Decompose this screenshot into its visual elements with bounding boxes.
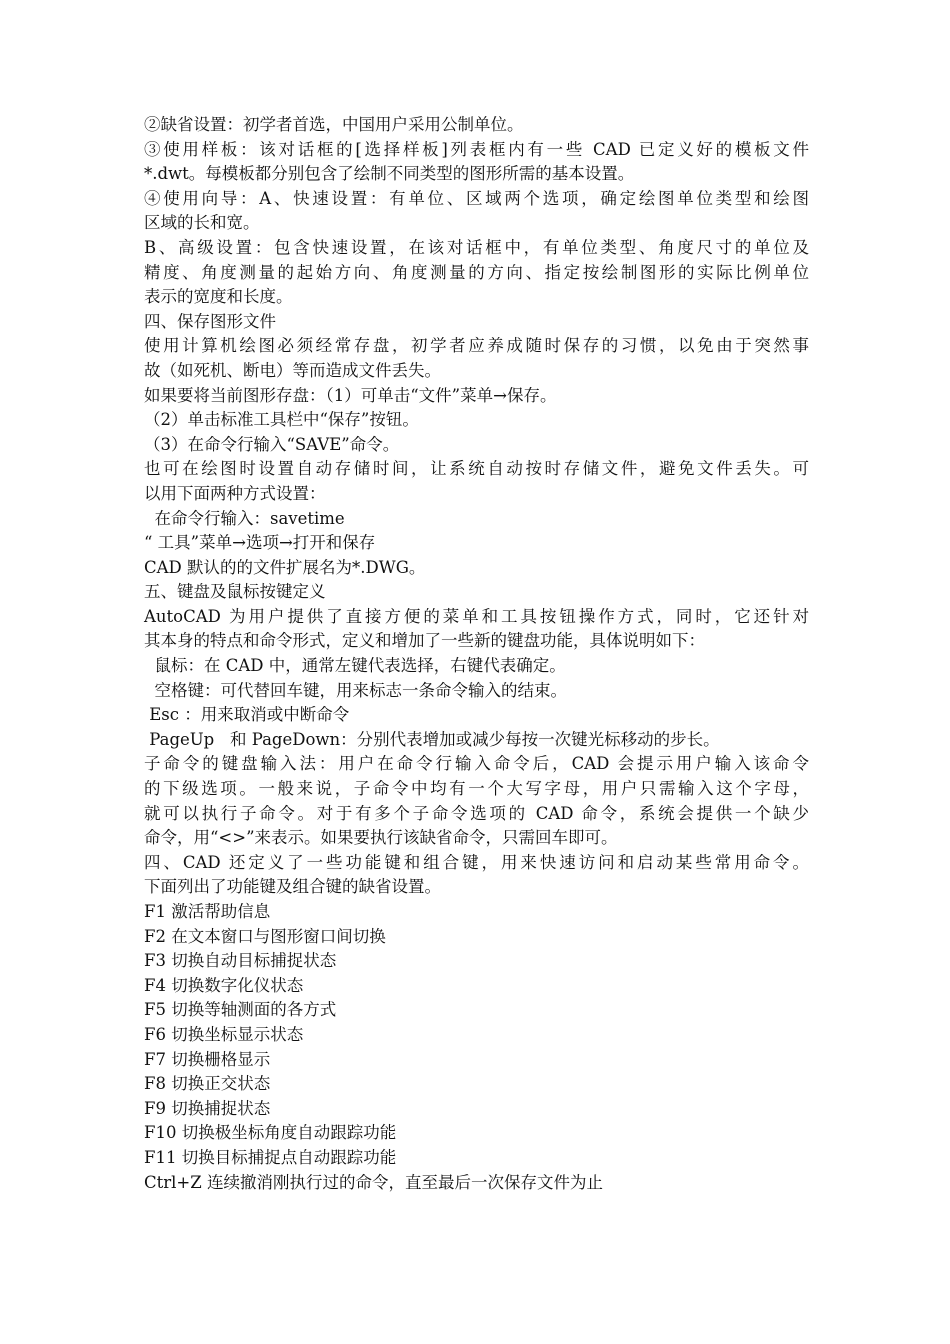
section-heading: 五、键盘及鼠标按键定义 bbox=[144, 582, 326, 602]
key-item: F1 激活帮助信息 bbox=[144, 902, 271, 921]
text-line: 子命令的键盘输入法：用户在命令行输入命令后，CAD 会提示用户输入该命令 bbox=[144, 754, 809, 774]
text-line: 空格键：可代替回车键，用来标志一条命令输入的结束。 bbox=[144, 680, 567, 700]
text-line: ③使用样板：该对话框的[选择样板]列表框内有一些 CAD 已定义好的模板文件 bbox=[144, 139, 809, 159]
text-line: 表示的宽度和长度。 bbox=[144, 287, 293, 307]
text-line: （3）在命令行输入“SAVE”命令。 bbox=[144, 434, 400, 454]
key-item: F5 切换等轴测面的各方式 bbox=[144, 1000, 337, 1020]
text-line: 下面列出了功能键及组合键的缺省设置。 bbox=[144, 877, 441, 897]
text-line: 在命令行输入：savetime bbox=[144, 508, 345, 528]
text-line: ②缺省设置：初学者首选，中国用户采用公制单位。 bbox=[144, 115, 524, 134]
text-line: B、高级设置：包含快速设置，在该对话框中，有单位类型、角度尺寸的单位及 bbox=[144, 237, 809, 257]
text-line: CAD 默认的的文件扩展名为*.DWG。 bbox=[144, 557, 426, 577]
key-item: F11 切换目标捕捉点自动跟踪功能 bbox=[144, 1147, 397, 1167]
text-line: 命令，用“<>”来表示。如果要执行该缺省命令，只需回车即可。 bbox=[144, 828, 618, 848]
text-line: 其本身的特点和命令形式，定义和增加了一些新的键盘功能，具体说明如下： bbox=[144, 631, 705, 651]
text-line: *.dwt。每模板都分别包含了绘制不同类型的图形所需的基本设置。 bbox=[144, 164, 635, 184]
text-line: Esc ：用来取消或中断命令 bbox=[144, 705, 350, 725]
key-item: Ctrl+Z 连续撤消刚执行过的命令，直至最后一次保存文件为止 bbox=[144, 1172, 603, 1192]
text-line: （2）单击标准工具栏中“保存”按钮。 bbox=[144, 410, 419, 430]
key-item: F4 切换数字化仪状态 bbox=[144, 975, 304, 995]
text-line: 四、CAD 还定义了一些功能键和组合键，用来快速访问和启动某些常用命令。 bbox=[144, 852, 809, 872]
text-line: 也可在绘图时设置自动存储时间，让系统自动按时存储文件，避免文件丢失。可 bbox=[144, 459, 809, 479]
key-item: F6 切换坐标显示状态 bbox=[144, 1024, 304, 1044]
text-line: 使用计算机绘图必须经常存盘，初学者应养成随时保存的习惯，以免由于突然事 bbox=[144, 336, 809, 356]
key-item: F3 切换自动目标捕捉状态 bbox=[144, 951, 337, 971]
key-item: F2 在文本窗口与图形窗口间切换 bbox=[144, 926, 386, 946]
key-item: F7 切换栅格显示 bbox=[144, 1049, 271, 1069]
text-line: 鼠标：在 CAD 中，通常左键代表选择，右键代表确定。 bbox=[144, 656, 566, 676]
text-line: 就可以执行子命令。对于有多个子命令选项的 CAD 命令，系统会提供一个缺少 bbox=[144, 803, 809, 823]
key-item: F9 切换捕捉状态 bbox=[144, 1098, 271, 1118]
text-line: PageUp 和 PageDown：分别代表增加或减少每按一次键光标移动的步长。 bbox=[144, 729, 720, 749]
text-line: 区域的长和宽。 bbox=[144, 213, 260, 233]
key-item: F8 切换正交状态 bbox=[144, 1074, 271, 1094]
text-line: AutoCAD 为用户提供了直接方便的菜单和工具按钮操作方式，同时，它还针对 bbox=[144, 606, 809, 626]
section-heading: 四、保存图形文件 bbox=[144, 311, 276, 331]
text-line: “ 工具”菜单→选项→打开和保存 bbox=[144, 533, 376, 553]
text-line: 故（如死机、断电）等而造成文件丢失。 bbox=[144, 360, 441, 380]
text-line: ④使用向导：A、快速设置：有单位、区域两个选项，确定绘图单位类型和绘图 bbox=[144, 188, 809, 208]
text-line: 精度、角度测量的起始方向、角度测量的方向、指定按绘制图形的实际比例单位 bbox=[144, 262, 809, 282]
key-item: F10 切换极坐标角度自动跟踪功能 bbox=[144, 1123, 397, 1143]
text-line: 如果要将当前图形存盘：（1）可单击“文件”菜单→保存。 bbox=[144, 385, 557, 405]
text-line: 以用下面两种方式设置： bbox=[144, 483, 326, 503]
document-page bbox=[144, 113, 809, 1195]
text-line: 的下级选项。一般来说，子命令中均有一个大写字母，用户只需输入这个字母， bbox=[144, 779, 809, 799]
